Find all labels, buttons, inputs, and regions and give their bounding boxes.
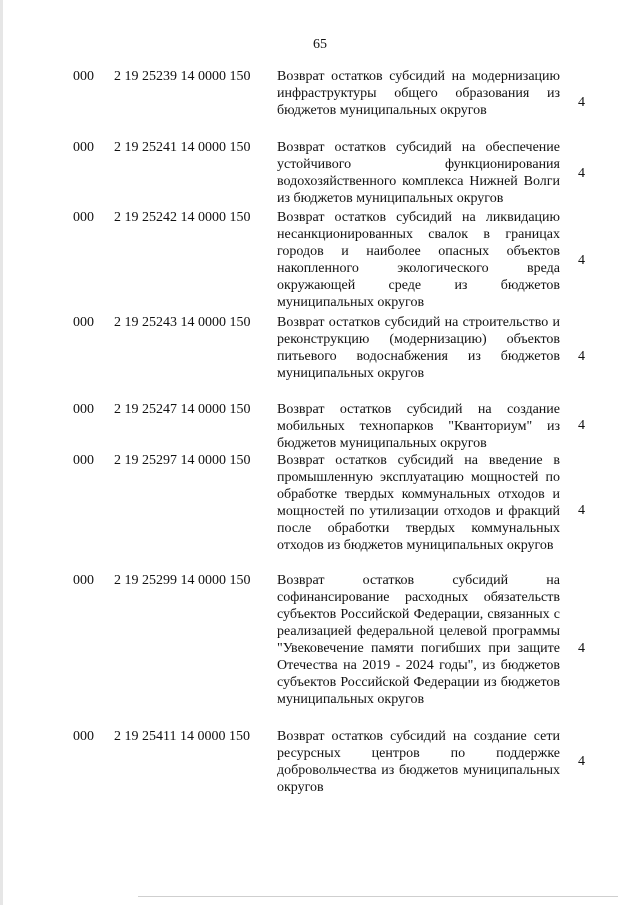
scan-border-line: [138, 896, 618, 897]
row-description: Возврат остатков субсидий на создание сети ресурсных центров по поддержке добровольчества из бюджетов муниципальных округов: [277, 729, 560, 795]
row-value: 4: [578, 418, 585, 433]
row-description: Возврат остатков субсидий на ликвидацию несанкционированных свалок в границах городов и наиболее опасных объектов накопленного экологического вреда окружающей среде из бюджетов муниципальных округов: [277, 210, 560, 310]
row-description: Возврат остатков субсидий на модернизацию инфраструктуры общего образования из бюджетов муниципальных округов: [277, 69, 560, 118]
row-description: Возврат остатков субсидий на строительство и реконструкцию (модернизацию) объектов питьевого водоснабжения из бюджетов муниципальных округов: [277, 315, 560, 381]
row-description: Возврат остатков субсидий на софинансирование расходных обязательств субъектов Российской Федерации, связанных с реализацией федеральной целевой программы "Увековечение памяти погибших при защите Отечества на 2019 - 2024 годы", из бюджетов субъектов Российской Федерации из бюджетов муниципальных округов: [277, 573, 560, 707]
admin-code: 000: [73, 69, 94, 84]
page-number: 65: [313, 37, 327, 52]
scan-edge: [0, 0, 3, 905]
admin-code: 000: [73, 573, 94, 588]
row-value: 4: [578, 349, 585, 364]
budget-code: 2 19 25297 14 0000 150: [114, 453, 251, 468]
budget-code: 2 19 25243 14 0000 150: [114, 315, 251, 330]
row-value: 4: [578, 754, 585, 769]
budget-code: 2 19 25411 14 0000 150: [114, 729, 250, 744]
row-value: 4: [578, 641, 585, 656]
budget-code: 2 19 25299 14 0000 150: [114, 573, 251, 588]
admin-code: 000: [73, 729, 94, 744]
admin-code: 000: [73, 453, 94, 468]
row-description: Возврат остатков субсидий на создание мобильных технопарков "Кванториум" из бюджетов муниципальных округов: [277, 402, 560, 451]
admin-code: 000: [73, 210, 94, 225]
row-value: 4: [578, 503, 585, 518]
admin-code: 000: [73, 315, 94, 330]
row-description: Возврат остатков субсидий на обеспечение устойчивого функционирования водохозяйственного комплекса Нижней Волги из бюджетов муниципальных округов: [277, 140, 560, 206]
row-value: 4: [578, 166, 585, 181]
admin-code: 000: [73, 402, 94, 417]
row-value: 4: [578, 95, 585, 110]
budget-code: 2 19 25242 14 0000 150: [114, 210, 251, 225]
budget-code: 2 19 25247 14 0000 150: [114, 402, 251, 417]
admin-code: 000: [73, 140, 94, 155]
row-description: Возврат остатков субсидий на введение в промышленную эксплуатацию мощностей по обработке твердых коммунальных отходов и мощностей по утилизации отходов и фракций после обработки твердых коммунальных отходов из бюджетов муниципальных округов: [277, 453, 560, 553]
row-value: 4: [578, 253, 585, 268]
budget-code: 2 19 25241 14 0000 150: [114, 140, 251, 155]
budget-code: 2 19 25239 14 0000 150: [114, 69, 251, 84]
